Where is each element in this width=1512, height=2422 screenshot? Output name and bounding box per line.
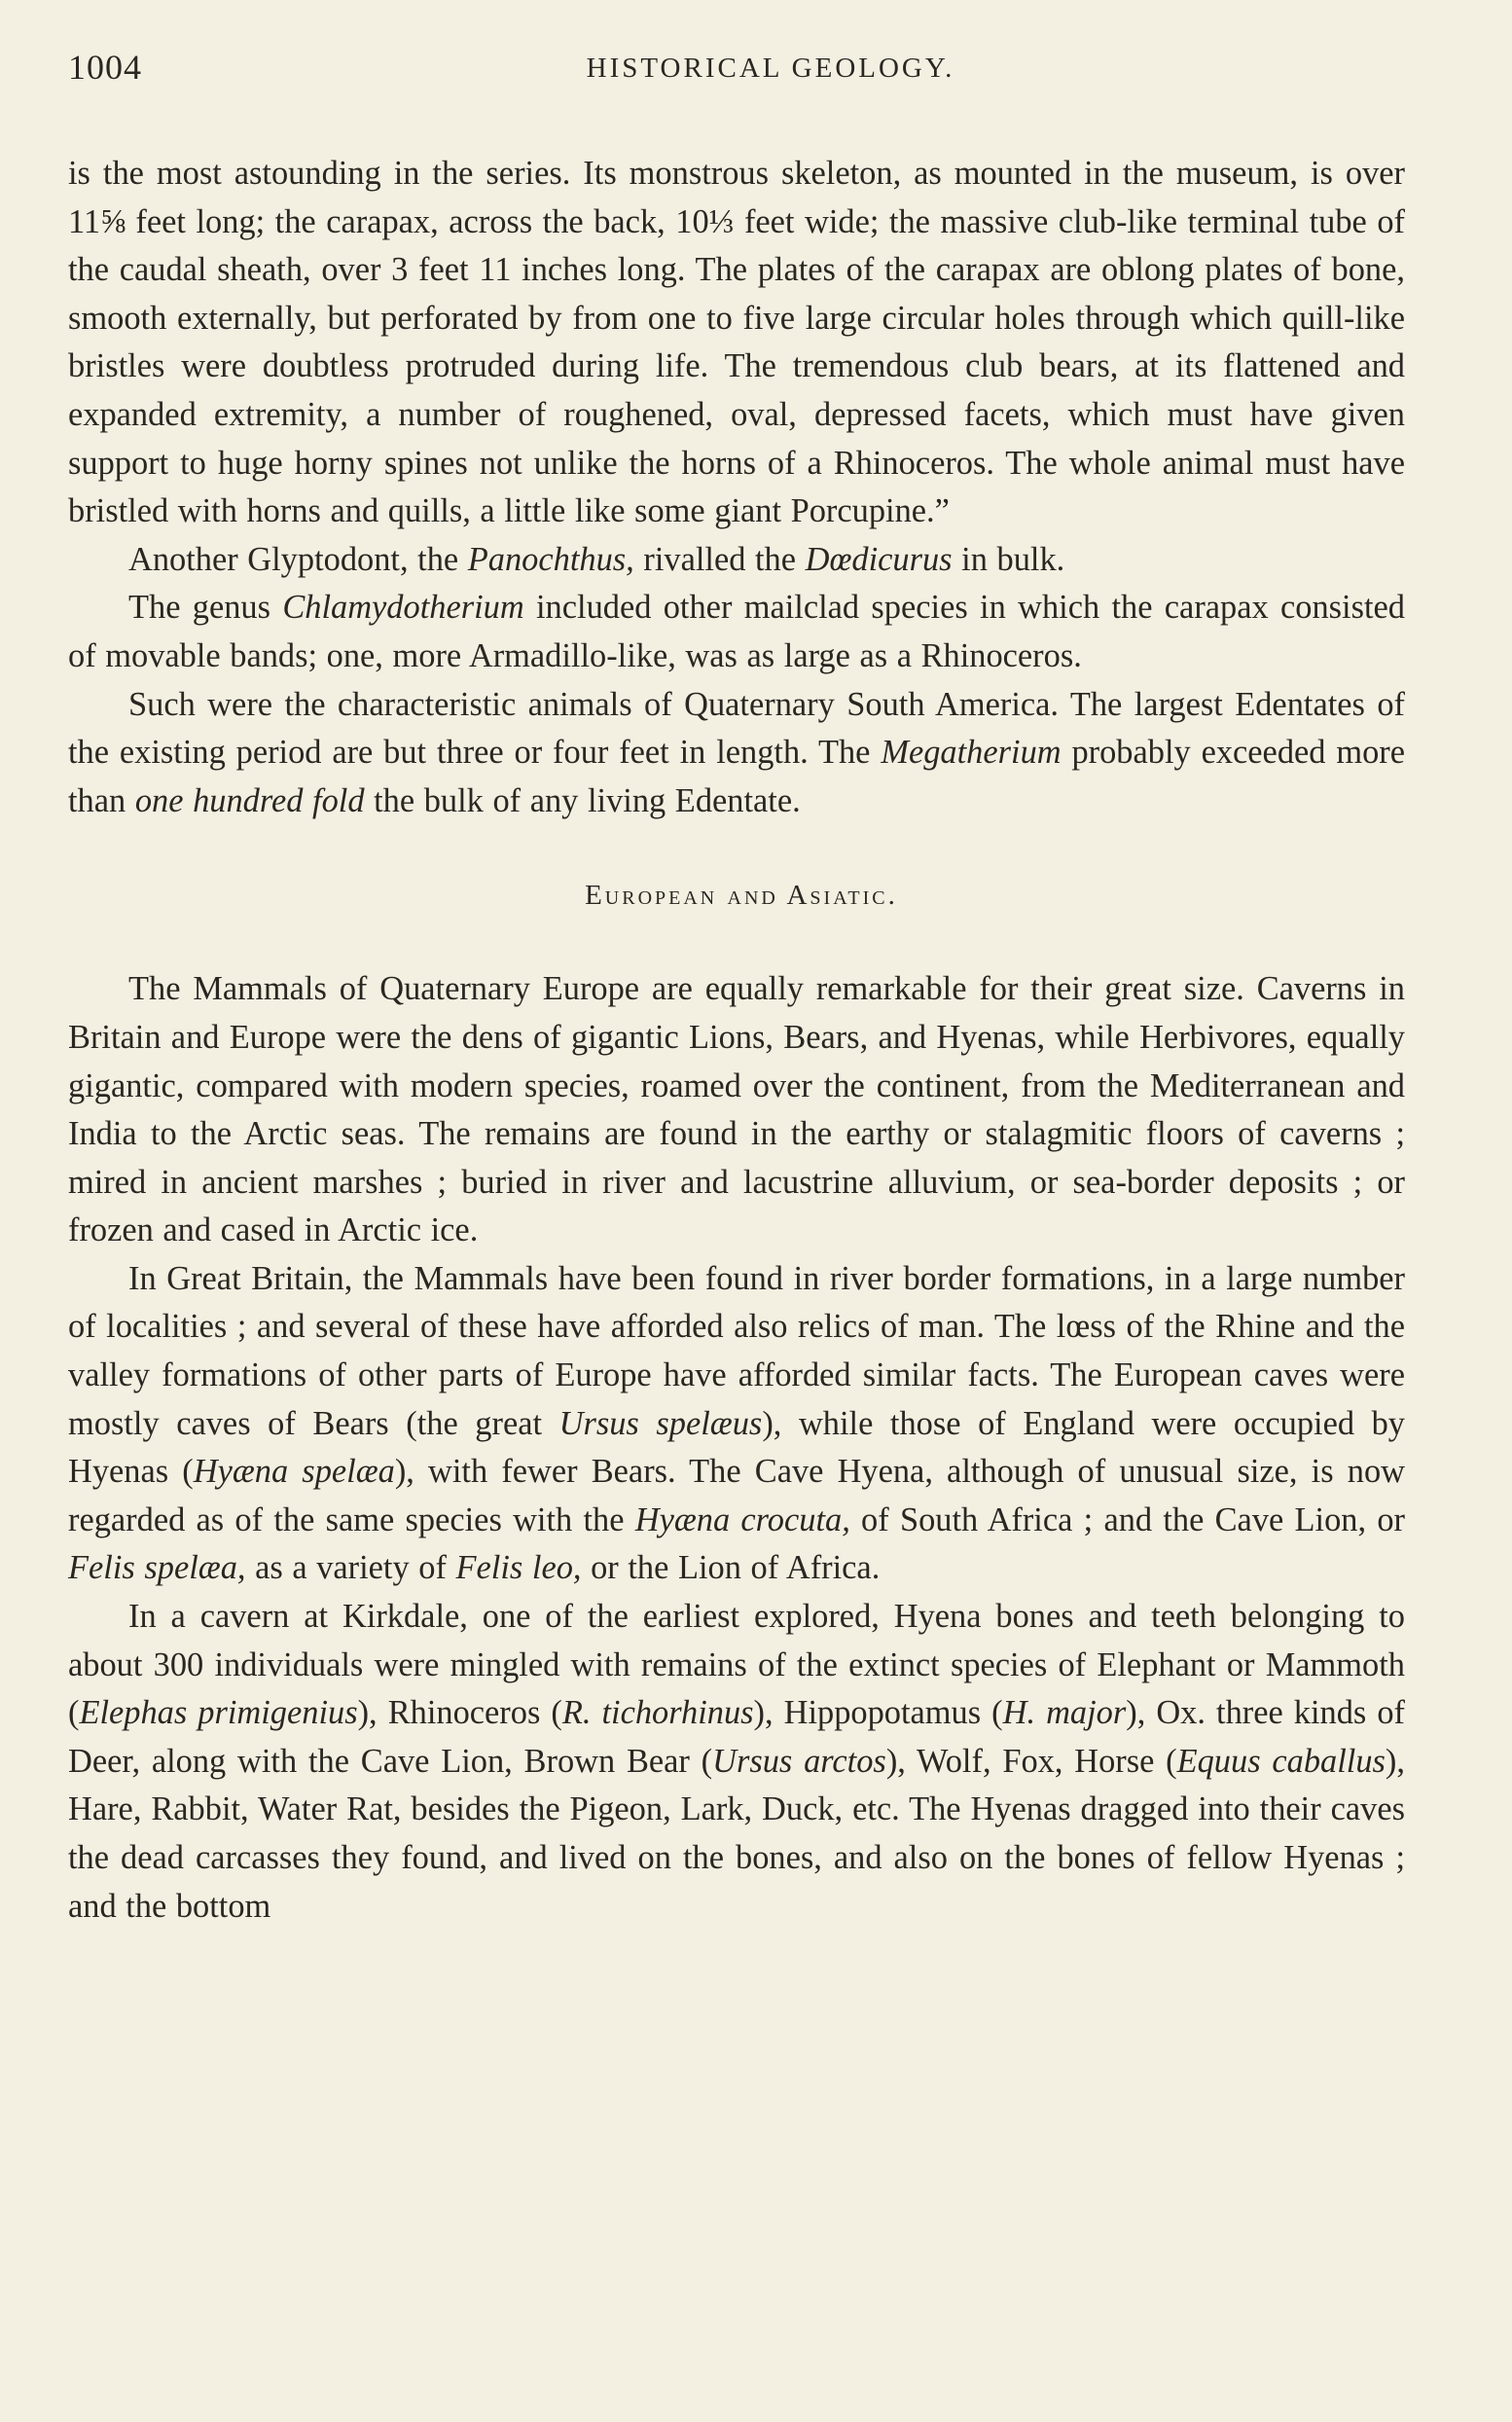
text-run: the bulk of any living Edentate. — [364, 781, 801, 819]
text-run: Such were the characteristic animals of Quaternary South America. The largest Edentates of the existing period are but three or four feet in length. The — [68, 685, 1405, 772]
paragraph — [68, 150, 1405, 536]
text-run: or the Lion of Africa. — [581, 1549, 881, 1587]
italic-text: Felis leo, — [455, 1549, 582, 1587]
text-run: rivalled the — [633, 540, 806, 578]
italic-text: Chlamydotherium — [282, 589, 524, 627]
paragraph — [68, 681, 1405, 826]
text-run: In a cavern at Kirkdale, one of the earliest explored, Hyena bones and teeth belonging to about 300 individuals were mingled with remains of the extinct species of Elephant or Mammoth ( — [68, 1598, 1405, 1732]
paragraph — [68, 1255, 1405, 1593]
section-heading: European and Asiatic. — [585, 880, 898, 912]
text-run: ), Hare, Rabbit, Water Rat, besides the Pigeon, Lark, Duck, etc. The Hyenas dragged into their caves the dead carcasses they found, and lived on the bones, and also on the bones of fellow Hyenas ; and the bottom — [68, 1742, 1405, 1925]
text-run: The genus — [128, 589, 283, 627]
italic-text: Megatherium — [881, 734, 1062, 772]
italic-text: Hyæna crocuta, — [634, 1500, 850, 1538]
paragraph — [68, 965, 1405, 1255]
italic-text: Elephas primigenius — [79, 1694, 358, 1732]
text-run: as a variety of — [245, 1549, 456, 1587]
italic-text: Felis spelæa, — [68, 1549, 246, 1587]
italic-text: one hundred fold — [134, 781, 365, 819]
text-run: of South Africa ; and the Cave Lion, or — [849, 1500, 1405, 1538]
text-run: in bulk. — [952, 540, 1065, 578]
text-run: included other mailclad species in which the carapax consisted of movable bands; one, more Armadillo-like, was as large as a Rhinoceros. — [68, 589, 1405, 674]
italic-text: Ursus arctos — [712, 1742, 886, 1780]
paragraph — [68, 584, 1405, 680]
italic-text: H. major — [1002, 1694, 1127, 1732]
text-run: is the most astounding in the series. Its monstrous skeleton, as mounted in the museum, is over 11⅝ feet long; the carapax, across the back, 10⅓ feet wide; the massive club-like terminal tube of the caudal sheath, over 3 feet 11 inches long. The plates of the carapax are oblong plates of bone, smooth externally, but perforated by from one to five large circular holes through which quill-like bristles were doubtless protruded during life. The tremendous club bears, at its flattened and expanded extremity, a number of roughened, oval, depressed facets, which must have given support to huge horny spines not unlike the horns of a Rhinoceros. The whole animal must have bristled with horns and quills, a little like some giant Porcupine.” — [68, 155, 1405, 530]
italic-text: Dœdicurus — [805, 540, 953, 578]
page-number: 1004 — [68, 48, 142, 87]
text-run: ), while those of England were occupied by Hyenas ( — [68, 1404, 1405, 1491]
paragraph — [68, 536, 1405, 585]
text-run: probably exceeded more than — [68, 734, 1405, 819]
text-run: ), Ox. three kinds of Deer, along with the Cave Lion, Brown Bear ( — [68, 1694, 1405, 1780]
book-page — [68, 39, 1405, 1931]
text-run: ), Wolf, Fox, Horse ( — [885, 1742, 1177, 1780]
running-title: HISTORICAL GEOLOGY. — [586, 53, 955, 84]
italic-text: Hyæna spelæa — [193, 1453, 395, 1491]
italic-text: Panochthus, — [467, 540, 634, 578]
text-run: ), with fewer Bears. The Cave Hyena, although of unusual size, is now regarded as of the same species with the — [68, 1453, 1405, 1538]
paragraph — [68, 1593, 1405, 1931]
running-head — [68, 39, 1405, 99]
text-run: ), Hippopotamus ( — [753, 1694, 1003, 1732]
text-run: Another Glyptodont, the — [128, 540, 468, 578]
italic-text: R. tichorhinus — [561, 1694, 754, 1732]
text-run: In Great Britain, the Mammals have been found in river border formations, in a large number of localities ; and several of these have afforded also relics of man. The lœss of the Rhine and the valley formations of other parts of Europe have afforded similar facts. The European caves were mostly caves of Bears (the great — [68, 1259, 1405, 1442]
text-run: ), Rhinoceros ( — [357, 1694, 562, 1732]
text-run: The Mammals of Quaternary Europe are equally remarkable for their great size. Caverns in Britain and Europe were the dens of gigantic Lions, Bears, and Hyenas, while Herbivores, equally gigantic, compared with modern species, roamed over the continent, from the Mediterranean and India to the Arctic seas. The remains are found in the earthy or stalagmitic floors of caverns ; mired in ancient marshes ; buried in river and lacustrine alluvium, or sea-border deposits ; or frozen and cased in Arctic ice. — [68, 970, 1405, 1249]
body-text-top — [68, 150, 1405, 825]
italic-text: Equus caballus — [1176, 1742, 1386, 1780]
italic-text: Ursus spelæus — [558, 1404, 763, 1442]
body-text-bottom — [68, 965, 1405, 1931]
